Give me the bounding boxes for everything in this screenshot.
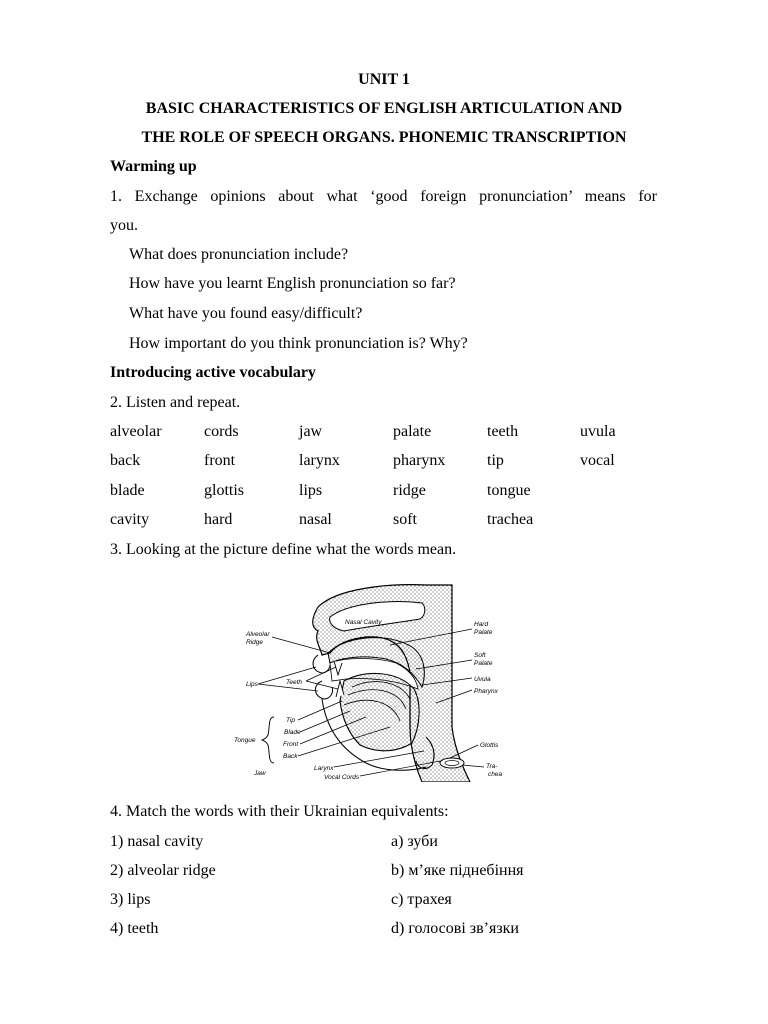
vocab-word: cavity: [110, 511, 150, 528]
label-larynx: Larynx: [314, 765, 334, 772]
label-pharynx: Pharynx: [474, 688, 498, 695]
label-teeth: Teeth: [286, 679, 303, 686]
match-left-item: 1) nasal cavity: [110, 833, 204, 850]
unit-heading: UNIT 1: [358, 71, 410, 88]
vocab-word: ridge: [393, 482, 426, 499]
vocab-word: front: [204, 452, 236, 469]
label-glottis: Glottis: [480, 742, 499, 749]
vocab-word: tongue: [487, 482, 531, 499]
speech-organs-illustration: [226, 577, 516, 782]
vocab-word: glottis: [204, 482, 245, 499]
label-soft-palate: Soft: [474, 652, 486, 659]
match-left-item: 2) alveolar ridge: [110, 862, 216, 879]
label-alveolar-ridge: Alveolar: [246, 631, 270, 638]
match-right-item: b) м’яке піднебіння: [391, 862, 524, 879]
label-jaw: Jaw: [254, 770, 266, 777]
vocab-word: palate: [393, 423, 432, 440]
match-right-item: d) голосові зв’язки: [391, 920, 519, 937]
vocab-word: larynx: [299, 452, 340, 469]
vocab-word: lips: [299, 482, 323, 499]
label-tongue: Tongue: [234, 737, 256, 744]
vocab-word: alveolar: [110, 423, 162, 440]
label-lips: Lips: [246, 681, 258, 688]
question-item: What have you found easy/difficult?: [129, 305, 363, 322]
task1-line-1: 1. Exchange opinions about what ‘good foreign pronunciation’ means for: [110, 188, 657, 205]
task3-instruction: 3. Looking at the picture define what the words mean.: [110, 541, 457, 558]
label-front: Front: [283, 741, 299, 748]
vocab-word: jaw: [299, 423, 323, 440]
vocab-word: vocal: [580, 452, 615, 469]
vocab-word: cords: [204, 423, 239, 440]
label-uvula: Uvula: [474, 676, 491, 683]
task4-heading: 4. Match the words with their Ukrainian equivalents:: [110, 803, 449, 820]
label-soft-palate: Palate: [474, 660, 493, 667]
title-line-1: BASIC CHARACTERISTICS OF ENGLISH ARTICULATION AND: [145, 100, 623, 117]
speech-organs-diagram: [226, 577, 516, 782]
match-right-item: c) трахея: [391, 891, 452, 908]
label-blade: Blade: [284, 729, 301, 736]
vocab-word: nasal: [299, 511, 332, 528]
label-alveolar-ridge: Ridge: [246, 639, 263, 646]
vocab-word: pharynx: [393, 452, 446, 469]
task2-instruction: 2. Listen and repeat.: [110, 394, 241, 411]
match-right-item: a) зуби: [391, 833, 438, 850]
vocabulary-heading: Introducing active vocabulary: [110, 364, 316, 381]
label-vocal-cords: Vocal Cords: [324, 774, 360, 781]
question-item: How have you learnt English pronunciation so far?: [129, 275, 456, 292]
label-trachea: chea: [488, 771, 503, 778]
vocab-word: tip: [487, 452, 504, 469]
vocab-word: teeth: [487, 423, 519, 440]
match-left-item: 4) teeth: [110, 920, 159, 937]
vocab-word: trachea: [487, 511, 534, 528]
title-line-2: THE ROLE OF SPEECH ORGANS. PHONEMIC TRANSCRIPTION: [141, 129, 627, 146]
vocab-word: back: [110, 452, 141, 469]
vocab-word: blade: [110, 482, 145, 499]
vocab-word: soft: [393, 511, 417, 528]
vocab-word: hard: [204, 511, 233, 528]
match-left-item: 3) lips: [110, 891, 151, 908]
label-trachea: Tra-: [486, 763, 498, 770]
question-item: How important do you think pronunciation is? Why?: [129, 335, 468, 352]
warming-up-heading: Warming up: [110, 158, 197, 175]
question-item: What does pronunciation include?: [129, 246, 349, 263]
label-tip: Tip: [286, 717, 295, 724]
label-hard-palate: Palate: [474, 629, 493, 636]
label-hard-palate: Hard: [474, 621, 489, 628]
label-nasal-cavity: Nasal Cavity: [345, 619, 382, 626]
task1-line-2: you.: [110, 217, 138, 234]
label-back: Back: [283, 753, 298, 760]
vocab-word: uvula: [580, 423, 616, 440]
